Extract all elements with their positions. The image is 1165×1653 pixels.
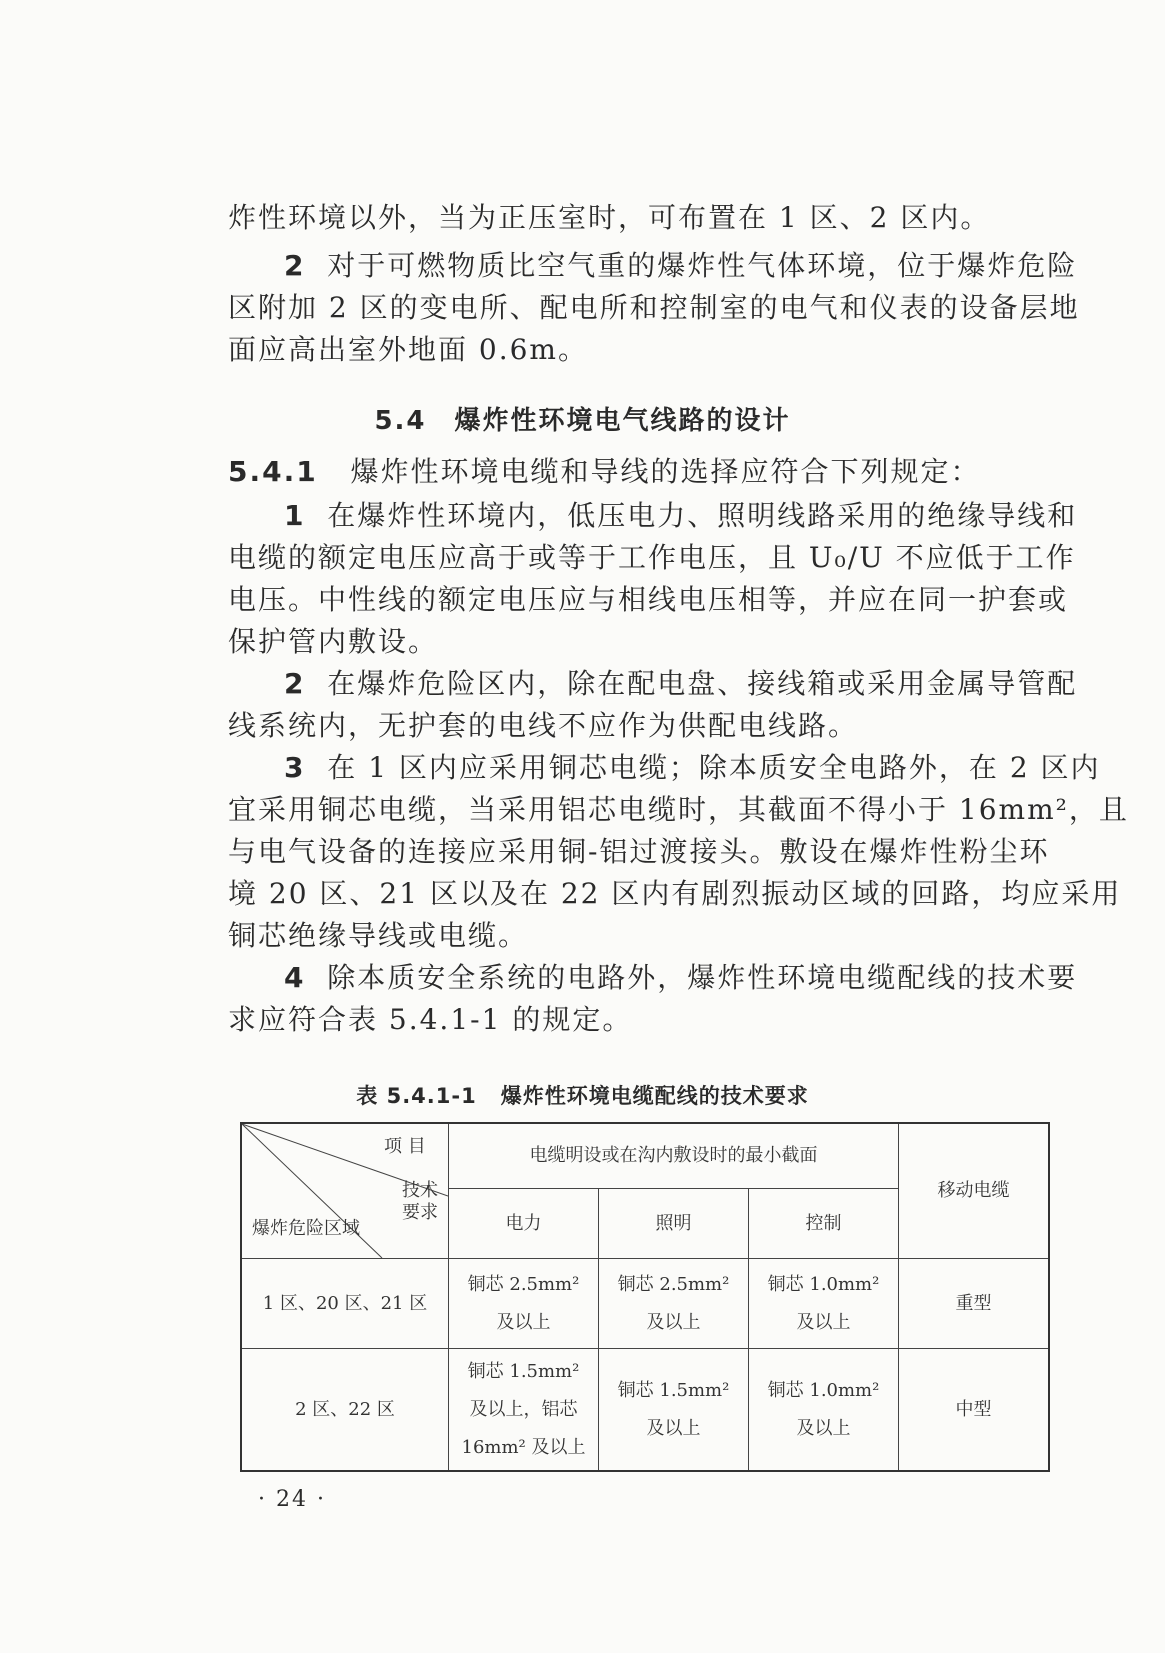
table-cell-power xyxy=(449,1259,598,1348)
table-cell-lighting xyxy=(599,1259,748,1348)
cell-line: 16mm² 及以上 xyxy=(461,1436,586,1458)
clause-number: 5.4.1 xyxy=(228,455,318,488)
paragraph-text: 对于可燃物质比空气重的爆炸性气体环境，位于爆炸危险 xyxy=(327,249,1078,282)
paragraph-line: 求应符合表 5.4.1-1 的规定。 xyxy=(228,1003,633,1036)
paragraph-line: 与电气设备的连接应采用铜-铝过渡接头。敷设在爆炸性粉尘环 xyxy=(228,835,1050,868)
header-tech-line: 要求 xyxy=(402,1202,438,1223)
paragraph-text: 在 1 区内应采用铜芯电缆；除本质安全电路外，在 2 区内 xyxy=(327,751,1101,784)
cell-line: 铜芯 1.0mm² xyxy=(767,1273,880,1295)
header-mobile-cable: 移动电缆 xyxy=(937,1180,1010,1201)
section-heading xyxy=(0,400,1165,437)
item-number: 3 xyxy=(284,751,306,784)
item-number: 2 xyxy=(284,249,306,282)
paragraph-line: 炸性环境以外，当为正压室时，可布置在 1 区、2 区内。 xyxy=(228,201,991,234)
section-number: 5.4 xyxy=(374,406,427,436)
cell-line: 铜芯 1.0mm² xyxy=(767,1379,880,1401)
item-number: 1 xyxy=(284,499,306,532)
header-control: 控制 xyxy=(805,1212,842,1234)
page-number: · 24 · xyxy=(258,1487,326,1512)
table-cell-control xyxy=(749,1259,898,1348)
paragraph-line: 面应高出室外地面 0.6m。 xyxy=(228,333,588,366)
header-tech-line: 技术 xyxy=(402,1180,438,1201)
paragraph-line xyxy=(228,664,1078,704)
paragraph-line xyxy=(228,958,1078,998)
paragraph-line xyxy=(228,246,1078,286)
table-cell-lighting xyxy=(599,1349,748,1470)
cell-line: 及以上 xyxy=(646,1311,701,1333)
paragraph-text: 除本质安全系统的电路外，爆炸性环境电缆配线的技术要 xyxy=(327,961,1078,994)
clause-line xyxy=(228,452,1048,492)
cell-line: 铜芯 1.5mm² xyxy=(617,1379,730,1401)
paragraph-line: 境 20 区、21 区以及在 22 区内有剧烈振动区域的回路，均应采用 xyxy=(228,877,1122,910)
table-number: 表 5.4.1-1 xyxy=(356,1084,477,1108)
clause-text: 爆炸性环境电缆和导线的选择应符合下列规定： xyxy=(350,455,981,488)
table-caption xyxy=(0,1080,1165,1110)
table-cell-zone: 1 区、20 区、21 区 xyxy=(262,1292,428,1314)
cell-line: 及以上 xyxy=(496,1311,551,1333)
paragraph-line: 区附加 2 区的变电所、配电所和控制室的电气和仪表的设备层地 xyxy=(228,291,1080,324)
cell-line: 及以上，铝芯 xyxy=(469,1398,578,1420)
cell-line: 及以上 xyxy=(796,1311,851,1333)
header-zone-label: 爆炸危险区域 xyxy=(252,1218,360,1239)
paragraph-line xyxy=(228,748,1101,788)
paragraph-text: 在爆炸性环境内，低压电力、照明线路采用的绝缘导线和 xyxy=(327,499,1078,532)
header-item-label: 项 目 xyxy=(384,1136,426,1157)
cell-line: 铜芯 2.5mm² xyxy=(467,1273,580,1295)
table-title: 爆炸性环境电缆配线的技术要求 xyxy=(500,1084,809,1108)
paragraph-line: 铜芯绝缘导线或电缆。 xyxy=(228,919,529,952)
table-cell-mobile: 中型 xyxy=(955,1398,992,1420)
item-number: 2 xyxy=(284,667,306,700)
paragraph-text: 在爆炸危险区内，除在配电盘、接线箱或采用金属导管配 xyxy=(327,667,1078,700)
paragraph-line: 保护管内敷设。 xyxy=(228,625,439,658)
table-cell-power xyxy=(449,1349,598,1470)
section-title: 爆炸性环境电气线路的设计 xyxy=(454,406,791,436)
paragraph-line: 宜采用铜芯电缆，当采用铝芯电缆时，其截面不得小于 16mm²，且 xyxy=(228,793,1129,826)
cell-line: 铜芯 2.5mm² xyxy=(617,1273,730,1295)
requirements-table xyxy=(240,1122,1050,1472)
header-min-section: 电缆明设或在沟内敷设时的最小截面 xyxy=(529,1145,818,1166)
table-cell-control xyxy=(749,1349,898,1470)
header-lighting: 照明 xyxy=(655,1212,692,1234)
paragraph-line: 线系统内，无护套的电线不应作为供配电线路。 xyxy=(228,709,859,742)
table-cell-zone: 2 区、22 区 xyxy=(295,1398,395,1420)
header-tech-label xyxy=(402,1180,438,1224)
table-cell-mobile: 重型 xyxy=(955,1292,992,1314)
cell-line: 铜芯 1.5mm² xyxy=(467,1360,580,1382)
cell-line: 及以上 xyxy=(796,1417,851,1439)
cell-line: 及以上 xyxy=(646,1417,701,1439)
paragraph-line: 电缆的额定电压应高于或等于工作电压，且 U₀/U 不应低于工作 xyxy=(228,541,1076,574)
header-power: 电力 xyxy=(505,1212,542,1234)
item-number: 4 xyxy=(284,961,306,994)
paragraph-line xyxy=(228,496,1078,536)
paragraph-line: 电压。中性线的额定电压应与相线电压相等，并应在同一护套或 xyxy=(228,583,1069,616)
